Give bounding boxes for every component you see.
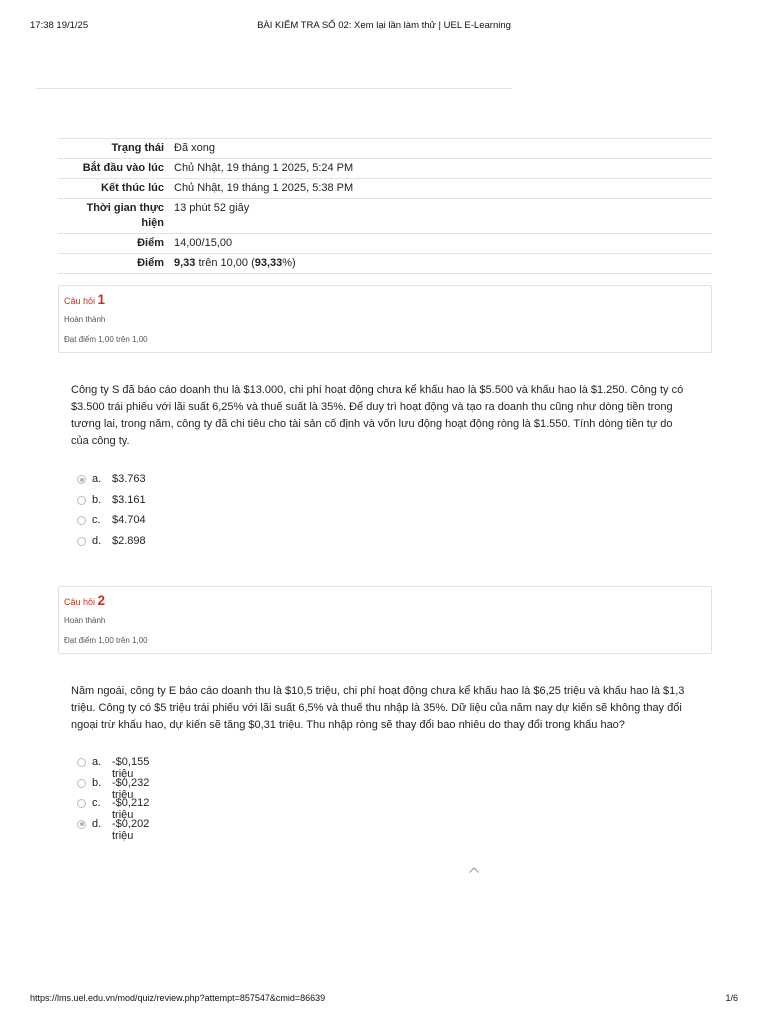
answer-text: -$0,155 triệu xyxy=(112,756,150,780)
summary-label: Bắt đầu vào lúc xyxy=(58,159,169,179)
question-number-value: 2 xyxy=(97,593,106,608)
answer-text: $3.161 xyxy=(112,493,146,506)
print-header xyxy=(0,20,768,34)
summary-value: 13 phút 52 giây xyxy=(169,199,712,234)
summary-row-state xyxy=(58,139,712,159)
answer-letter: c. xyxy=(92,514,101,526)
attempt-summary-table xyxy=(58,138,712,274)
answer-text: $2.898 xyxy=(112,534,146,547)
print-datetime: 17:38 19/1/25 xyxy=(30,20,89,31)
answer-letter: a. xyxy=(92,473,102,485)
answer-letter: d. xyxy=(92,534,102,547)
summary-row-started xyxy=(58,159,712,179)
question-label: Câu hỏi xyxy=(64,597,96,607)
radio-button-icon[interactable] xyxy=(77,758,86,767)
question-text: Công ty S đã báo cáo doanh thu là $13.000, chi phí hoạt động chưa kể khấu hao là $5.500 và khấu hao là $1.250. Công ty có $3.500 trái phiếu với lãi suất 6,25% và thuế suất là 35%. Để duy trì hoạt động và tạo ra doanh thu cũng như dòng tiền trong tương lai, trong năm, công ty đã chi tiêu cho tài sản cố định và vốn lưu động hoạt động ròng là $1.550. Tính dòng tiền tự do của công ty. xyxy=(71,384,684,447)
question-grade: Đạt điểm 1,00 trên 1,00 xyxy=(64,335,148,344)
question-state: Hoàn thành xyxy=(64,616,106,625)
answer-letter: a. xyxy=(92,756,102,768)
summary-label: Điểm xyxy=(58,234,169,254)
radio-button-icon[interactable] xyxy=(77,799,86,808)
back-to-top-button[interactable] xyxy=(468,861,480,869)
summary-label: Trạng thái xyxy=(58,139,169,159)
summary-row-completed xyxy=(58,179,712,199)
question-state: Hoàn thành xyxy=(64,315,106,324)
answer-text: -$0,212 triệu xyxy=(112,797,150,821)
summary-value: 14,00/15,00 xyxy=(169,234,712,254)
radio-button-icon[interactable] xyxy=(77,475,86,484)
print-page-title: BÀI KIỂM TRA SỐ 02: Xem lại lần làm thử | UEL E-Learning xyxy=(257,20,511,31)
radio-button-icon[interactable] xyxy=(77,537,86,546)
summary-grade-value xyxy=(169,254,712,274)
summary-value: Đã xong xyxy=(169,139,712,159)
grade-percent-close: %) xyxy=(282,257,296,269)
radio-button-icon[interactable] xyxy=(77,779,86,788)
question-number-value: 1 xyxy=(97,292,106,307)
answer-letter: d. xyxy=(92,817,102,830)
summary-value: Chủ Nhật, 19 tháng 1 2025, 5:24 PM xyxy=(169,159,712,179)
question-info-box xyxy=(58,285,712,353)
summary-row-duration xyxy=(58,199,712,234)
print-footer xyxy=(0,993,768,1007)
radio-button-icon[interactable] xyxy=(77,820,86,829)
question-grade: Đạt điểm 1,00 trên 1,00 xyxy=(64,636,148,645)
summary-label: Thời gian thực hiện xyxy=(58,199,169,234)
header-divider xyxy=(36,88,512,89)
answer-letter: b. xyxy=(92,493,102,506)
question-label: Câu hỏi xyxy=(64,296,96,306)
grade-score: 9,33 xyxy=(174,257,196,269)
summary-label: Kết thúc lúc xyxy=(58,179,169,199)
radio-button-icon[interactable] xyxy=(77,496,86,505)
answer-text: -$0,232 triệu xyxy=(112,776,150,801)
answer-text: $4.704 xyxy=(112,514,146,526)
chevron-up-icon[interactable] xyxy=(468,866,480,874)
summary-row-marks xyxy=(58,234,712,254)
answer-text: -$0,202 triệu xyxy=(112,817,150,842)
summary-value: Chủ Nhật, 19 tháng 1 2025, 5:38 PM xyxy=(169,179,712,199)
question-text: Năm ngoái, công ty E báo cáo doanh thu là $10,5 triệu, chi phí hoạt động chưa kể khấu hao là $6,25 triệu và khấu hao là $1,3 triệu. Công ty có $5 triệu trái phiếu với lãi suất 6,5% và thuế thu nhập là 35%. Dữ liệu của năm nay dự kiến sẽ không thay đổi ngoại trừ khấu hao, dự kiến sẽ tăng $0,31 triệu. Thu nhập ròng sẽ thay đổi bao nhiêu do thay đổi trong khấu hao? xyxy=(71,685,685,731)
question-number xyxy=(64,292,105,307)
grade-out-of: trên 10,00 ( xyxy=(195,257,255,269)
answer-letter: c. xyxy=(92,797,101,809)
summary-label: Điểm xyxy=(58,254,169,274)
answer-text: $3.763 xyxy=(112,473,146,485)
page-url: https://lms.uel.edu.vn/mod/quiz/review.php?attempt=857547&cmid=86639 xyxy=(30,993,326,1003)
radio-button-icon[interactable] xyxy=(77,516,86,525)
question-number xyxy=(64,593,105,608)
page-number: 1/6 xyxy=(725,993,738,1003)
summary-row-grade xyxy=(58,254,712,274)
question-info-box xyxy=(58,586,712,654)
grade-percent: 93,33 xyxy=(254,257,283,269)
answer-letter: b. xyxy=(92,776,102,789)
